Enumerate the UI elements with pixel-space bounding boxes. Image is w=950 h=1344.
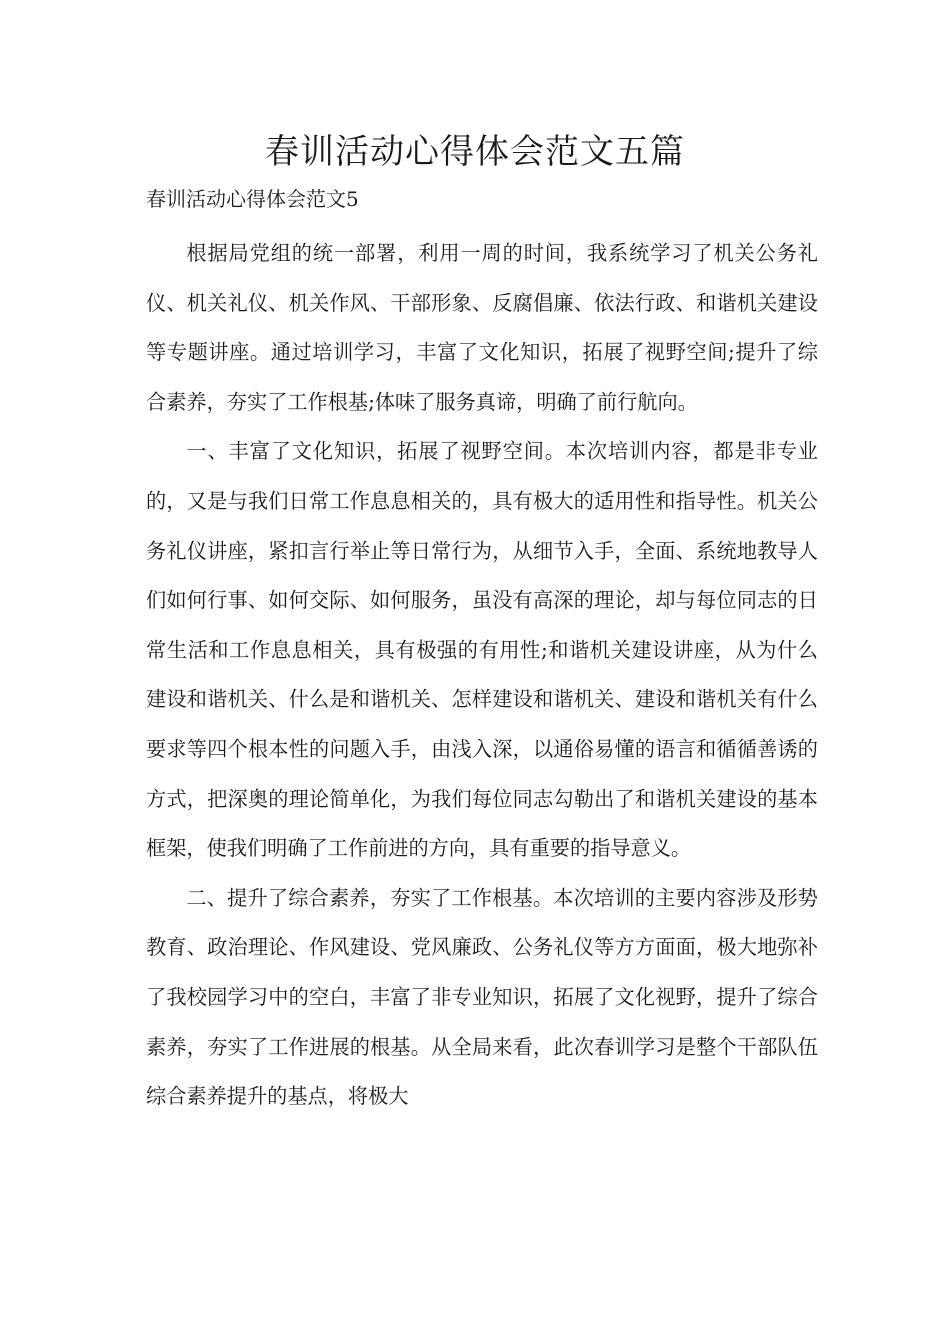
document-title: 春训活动心得体会范文五篇 xyxy=(265,132,685,172)
document-body xyxy=(146,229,818,1122)
paragraph-intro: 根据局党组的统一部署，利用一周的时间，我系统学习了机关公务礼仪、机关礼仪、机关作风、干部形象、反腐倡廉、依法行政、和谐机关建设等专题讲座。通过培训学习，丰富了文化知识，拓展了视野空间;提升了综合素养，夯实了工作根基;体味了服务真谛，明确了前行航向。 xyxy=(146,241,818,414)
paragraph-section-2: 二、提升了综合素养，夯实了工作根基。本次培训的主要内容涉及形势教育、政治理论、作风建设、党风廉政、公务礼仪等方方面面，极大地弥补了我校园学习中的空白，丰富了非专业知识，拓展了文化视野，提升了综合素养，夯实了工作进展的根基。从全局来看，此次春训学习是整个干部队伍综合素养提升的基点，将极大 xyxy=(146,885,818,1109)
paragraph-section-1: 一、丰富了文化知识，拓展了视野空间。本次培训内容，都是非专业的，又是与我们日常工作息息相关的，具有极大的适用性和指导性。机关公务礼仪讲座，紧扣言行举止等日常行为，从细节入手，全面、系统地教导人们如何行事、如何交际、如何服务，虽没有高深的理论，却与每位同志的日常生活和工作息息相关，具有极强的有用性;和谐机关建设讲座，从为什么建设和谐机关、什么是和谐机关、怎样建设和谐机关、建设和谐机关有什么要求等四个根本性的问题入手，由浅入深，以通俗易懂的语言和循循善诱的方式，把深奥的理论简单化，为我们每位同志勾勒出了和谐机关建设的基本框架，使我们明确了工作前进的方向，具有重要的指导意义。 xyxy=(146,439,818,861)
document-subtitle: 春训活动心得体会范文5 xyxy=(146,187,359,211)
